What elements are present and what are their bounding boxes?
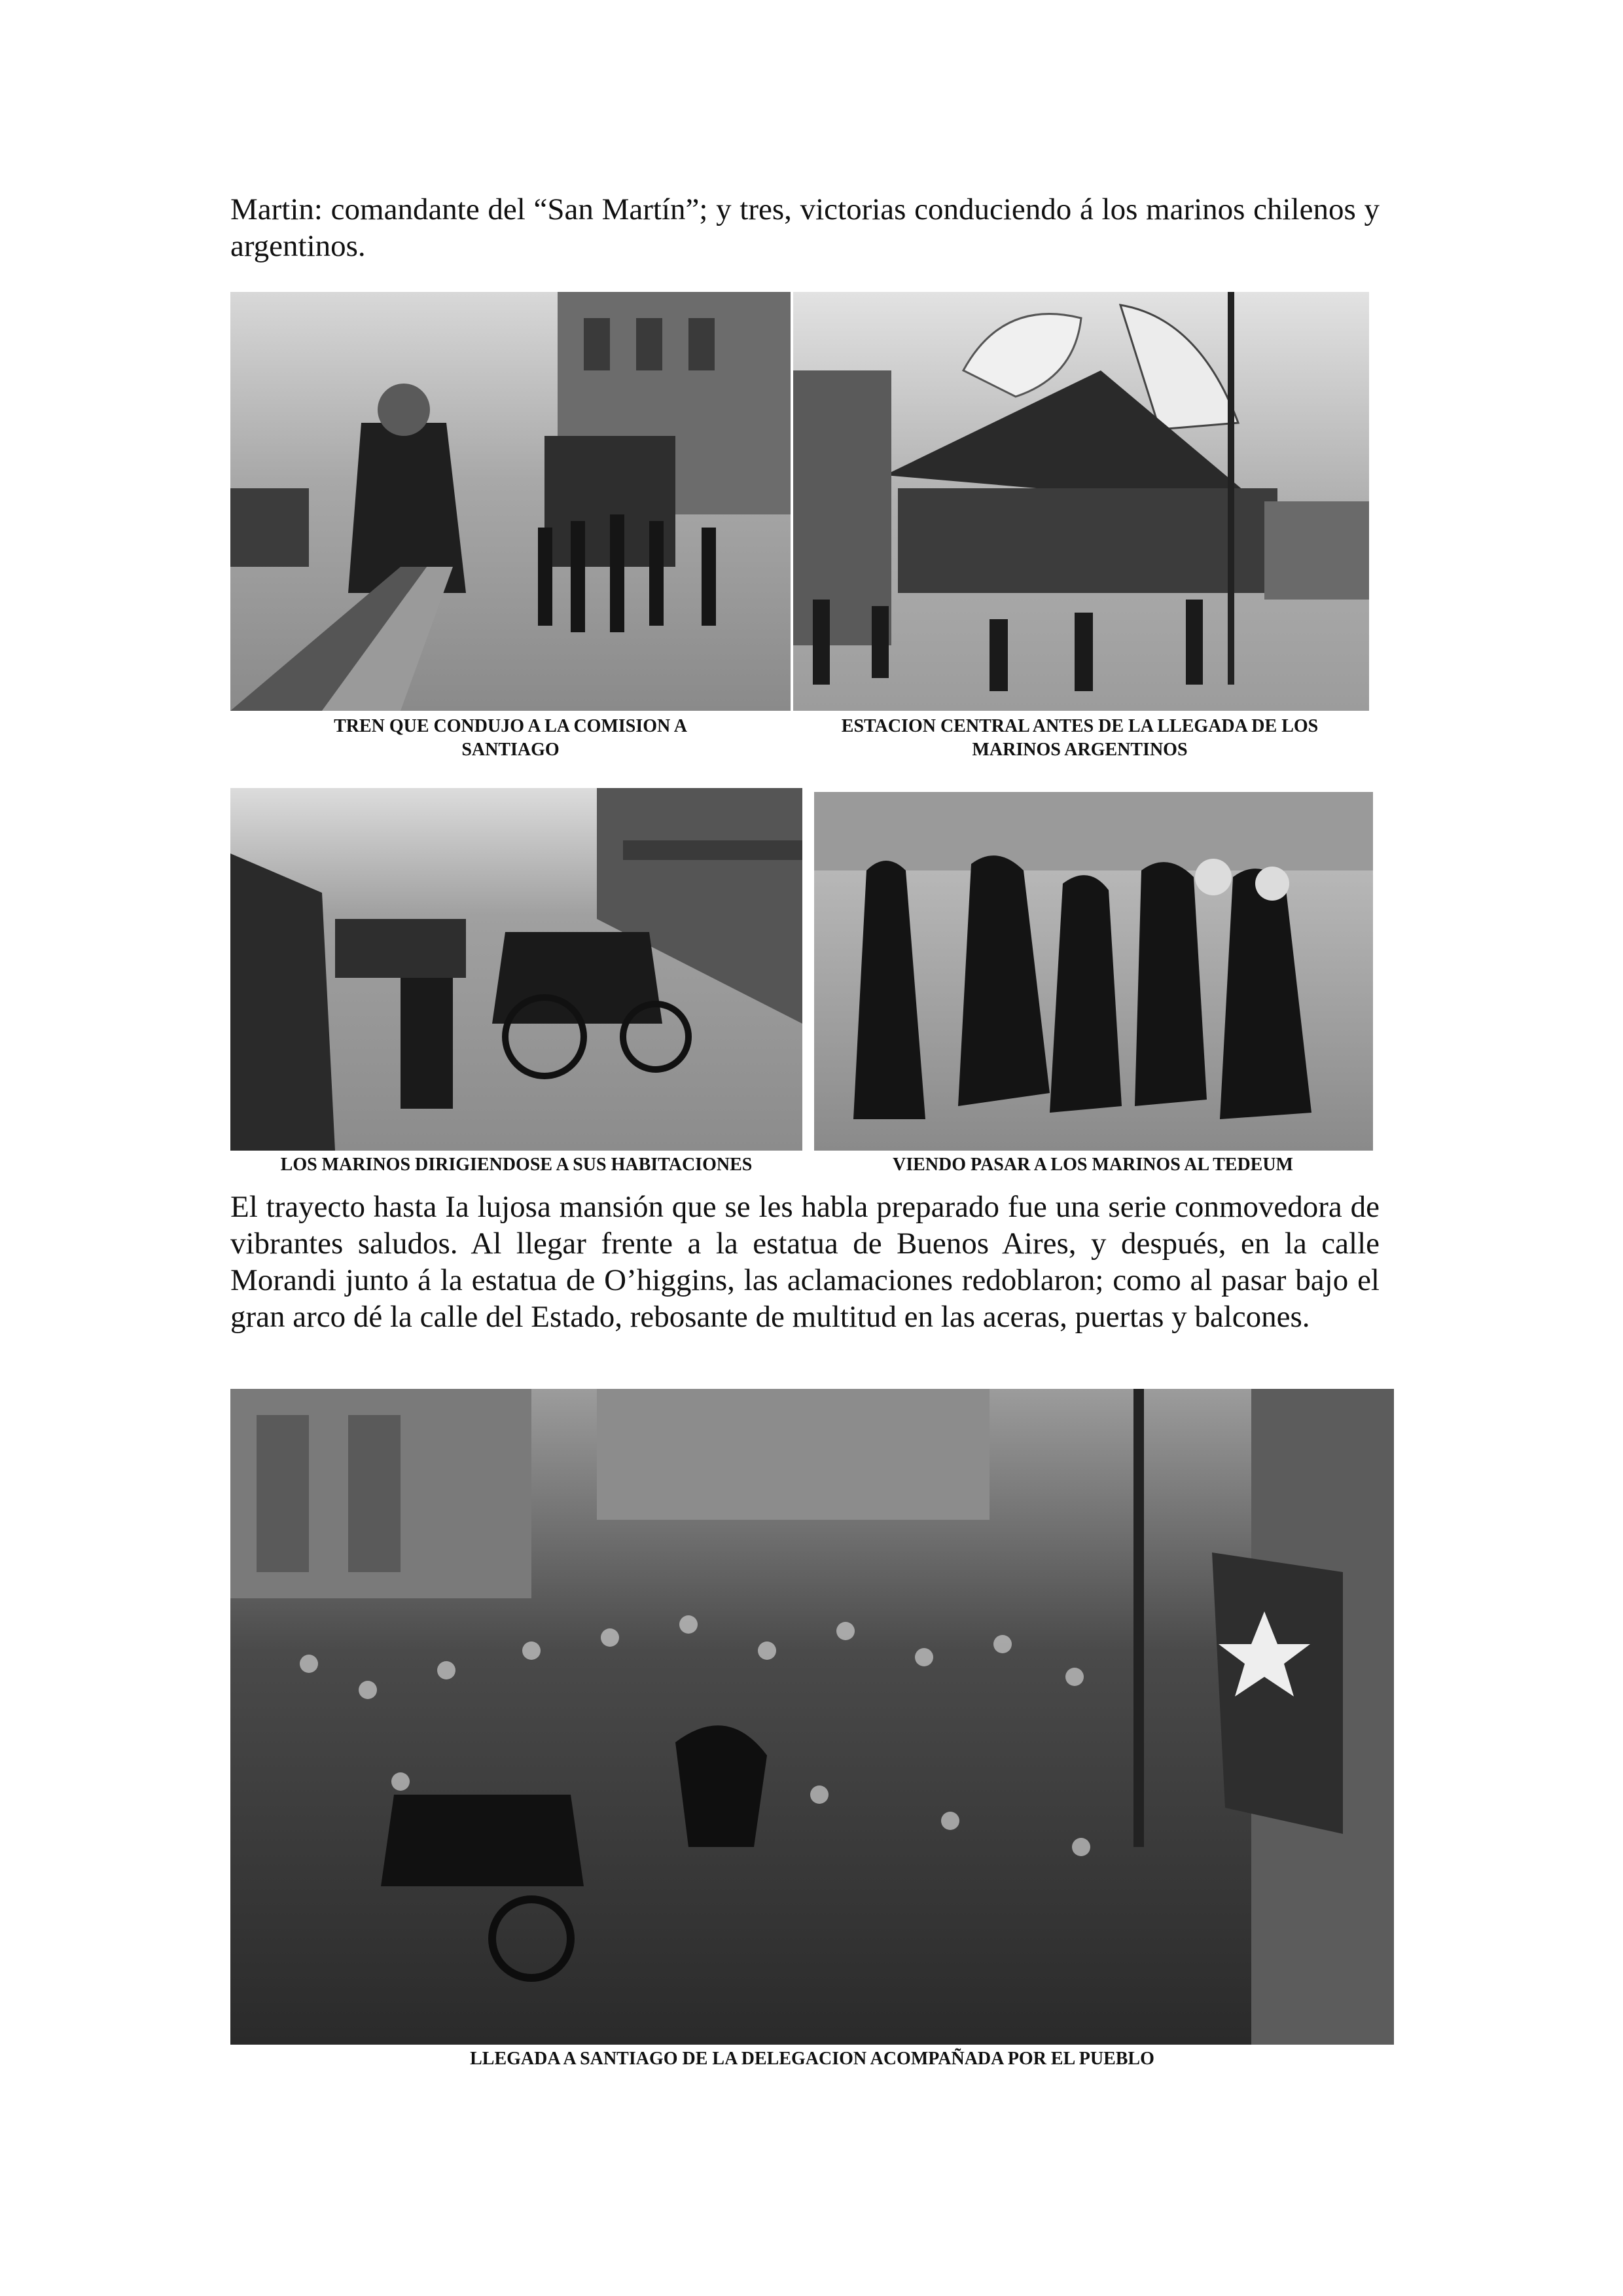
caption-train: TREN QUE CONDUJO A LA COMISION A SANTIAGO — [334, 716, 687, 760]
photo-station — [793, 292, 1369, 711]
photo-carriages — [230, 788, 802, 1151]
photo-arrival — [230, 1389, 1394, 2045]
caption-arrival: LLEGADA A SANTIAGO DE LA DELEGACION ACOMPAÑADA POR EL PUEBLO — [470, 2049, 1154, 2069]
caption-carriages: LOS MARINOS DIRIGIENDOSE A SUS HABITACIONES — [280, 1155, 753, 1175]
photo-crowd — [814, 792, 1373, 1151]
caption-crowd: VIENDO PASAR A LOS MARINOS AL TEDEUM — [893, 1155, 1293, 1175]
paragraph-top: Martin: comandante del “San Martín”; y tres, victorias conduciendo á los marinos chilenos y argentinos. — [230, 192, 1380, 263]
photo-train — [230, 292, 791, 711]
paragraph-middle: El trayecto hasta Ia lujosa mansión que se les habla preparado fue una serie conmovedora de vibrantes saludos. Al llegar frente a la estatua de Buenos Aires, y después, en la calle Morandi junto á la estatua de O’higgins, las aclamaciones redoblaron; como al pasar bajo el gran arco dé la calle del Estado, rebosante de multitud en las aceras, puertas y balcones. — [230, 1190, 1380, 1334]
caption-station: ESTACION CENTRAL ANTES DE LA LLEGADA DE LOS MARINOS ARGENTINOS — [841, 716, 1319, 760]
